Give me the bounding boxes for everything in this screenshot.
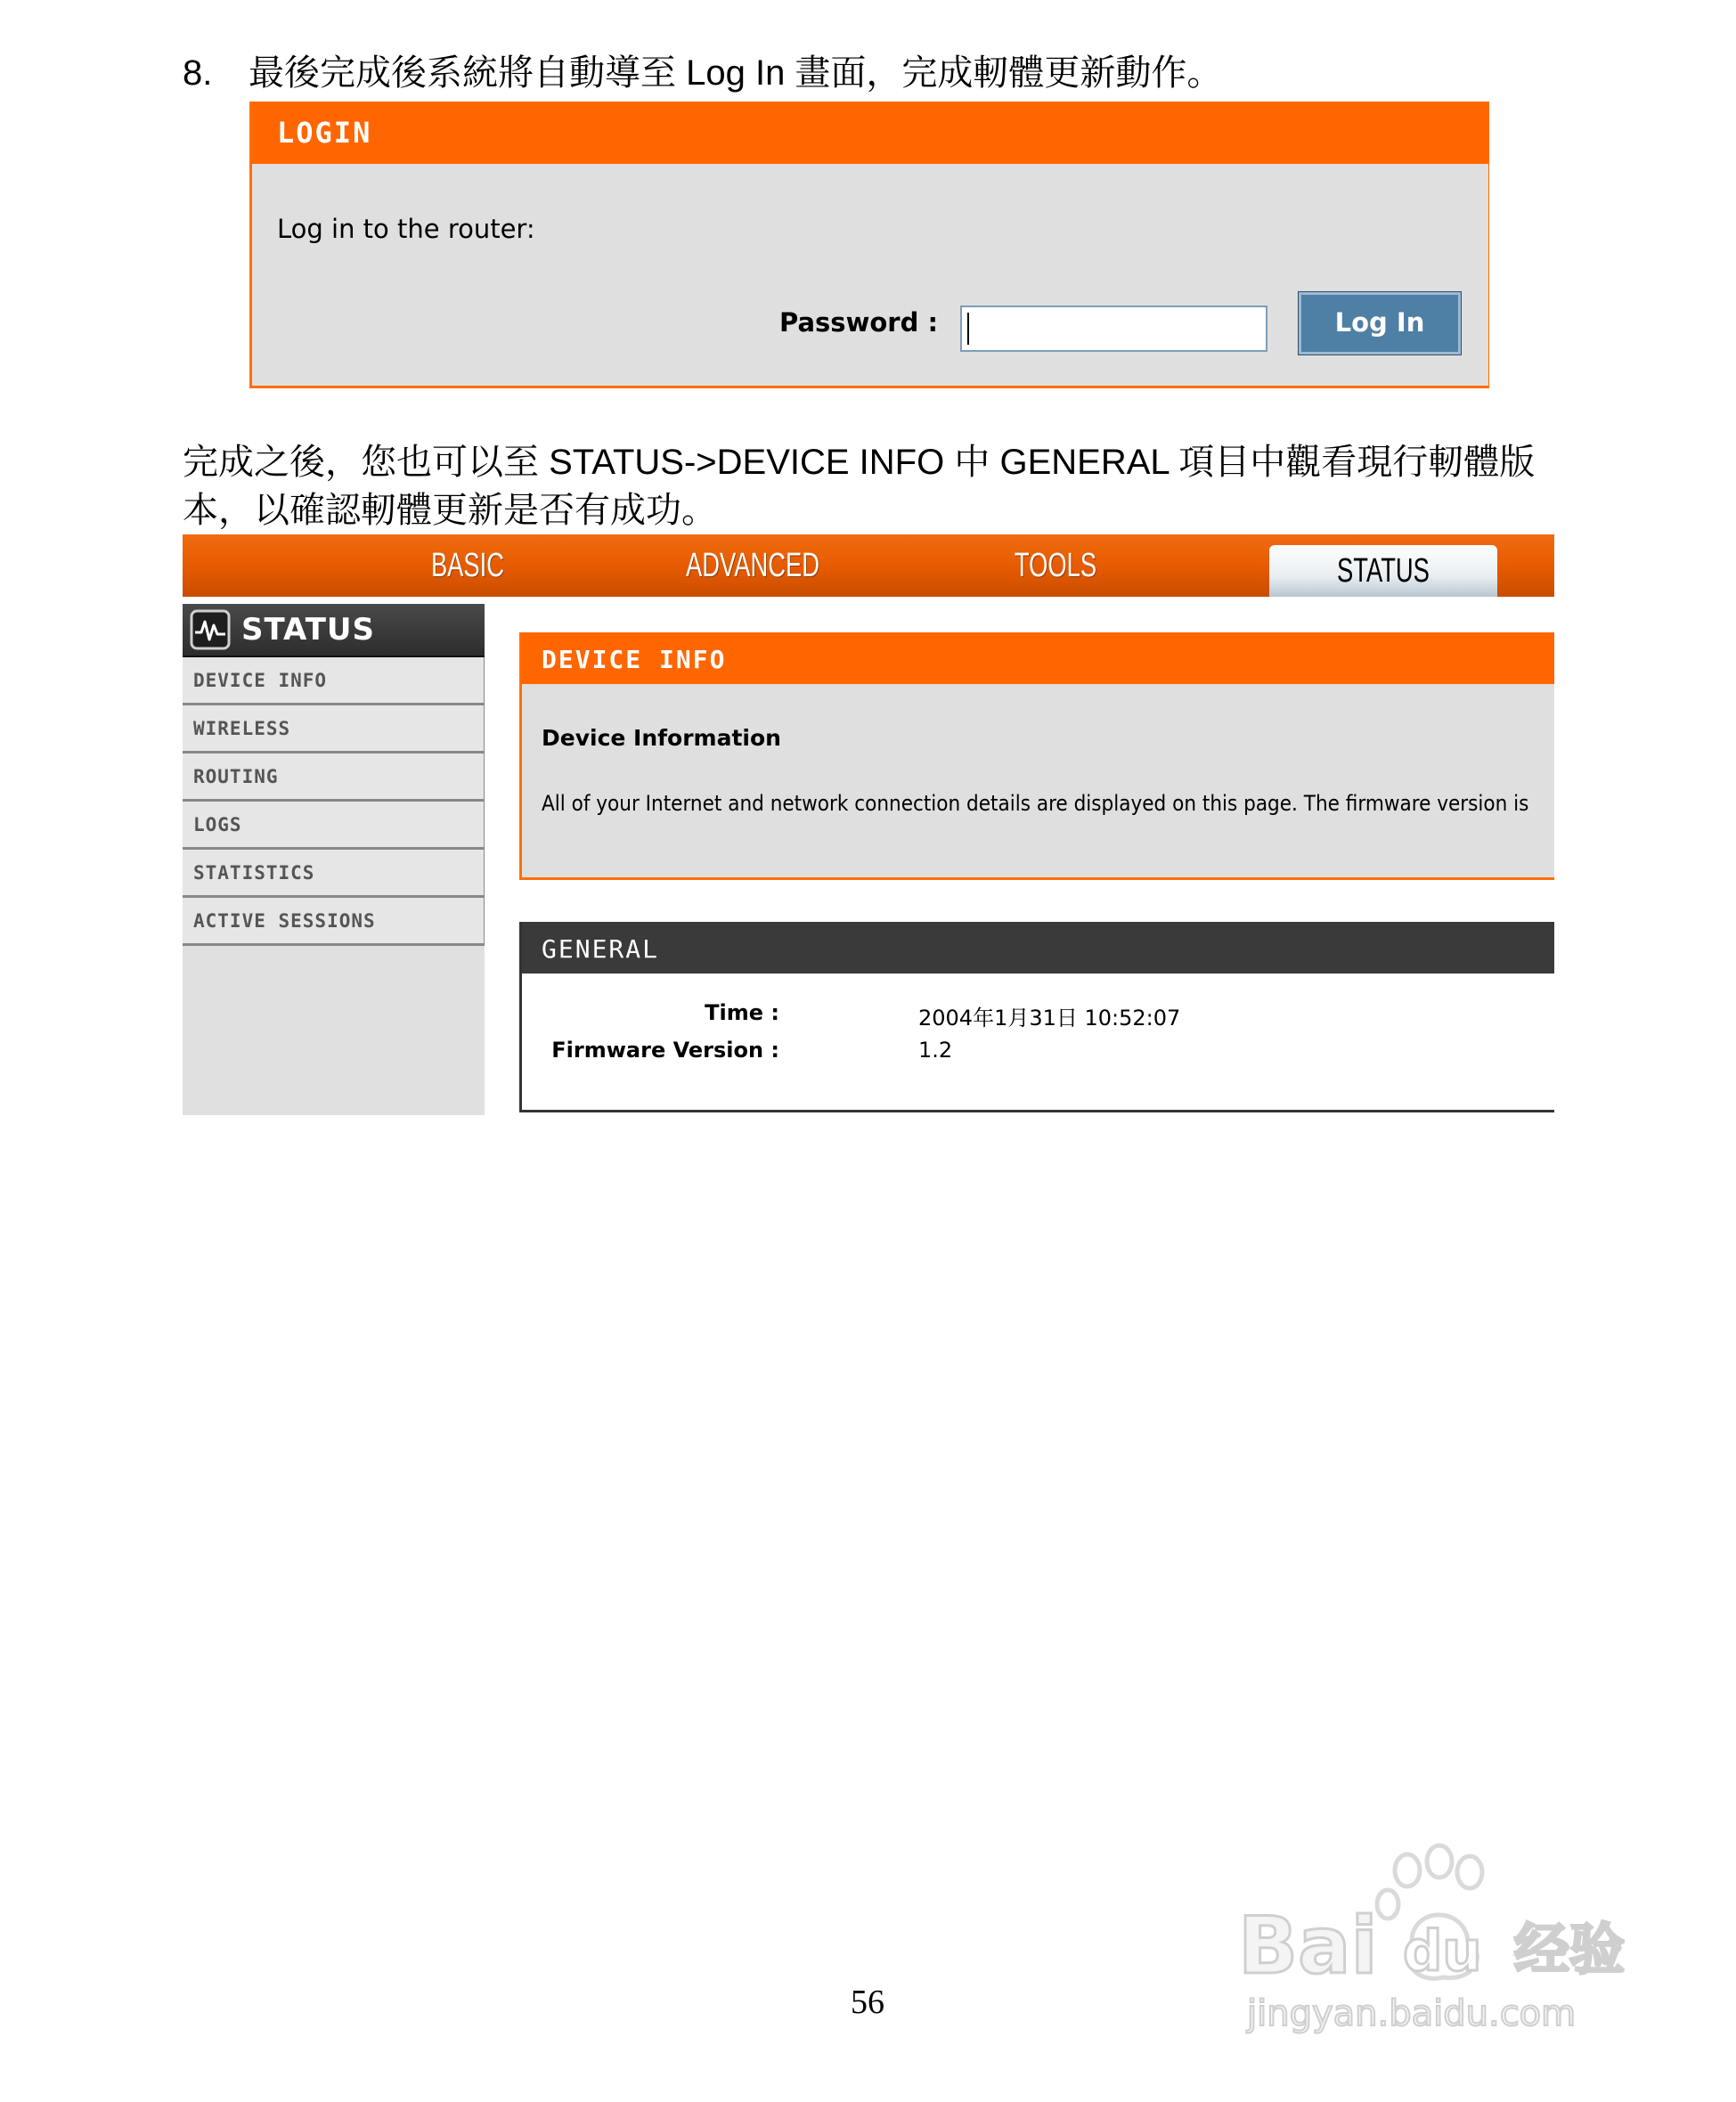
main-content <box>519 632 1554 1112</box>
time-row <box>522 1000 1554 1036</box>
sidebar-item-statistics[interactable]: STATISTICS <box>183 850 485 898</box>
tab-tools[interactable]: TOOLS <box>1014 547 1097 584</box>
login-panel-title: LOGIN <box>252 102 1488 164</box>
sidebar-item-wireless[interactable]: WIRELESS <box>183 705 485 754</box>
sidebar-item-routing[interactable]: ROUTING <box>183 754 485 802</box>
login-button[interactable]: Log In <box>1299 292 1461 354</box>
sidebar <box>183 604 487 1115</box>
password-input[interactable] <box>960 306 1267 352</box>
top-navigation <box>183 534 1554 597</box>
sidebar-item-logs[interactable]: LOGS <box>183 802 485 850</box>
step-text: 最後完成後系統將自動導至 Log In 畫面，完成軔體更新動作。 <box>249 53 1223 93</box>
general-panel <box>519 922 1554 1112</box>
device-info-description: All of your Internet and network connection details are displayed on this page. The firmware version is <box>542 791 1529 816</box>
svg-text:jingyan.baidu.com: jingyan.baidu.com <box>1247 1993 1577 2034</box>
tab-status[interactable] <box>1269 545 1497 597</box>
activity-monitor-icon <box>190 609 231 650</box>
page-number: 56 <box>851 1984 884 2021</box>
time-value: 2004年1月31日 10:52:07 <box>918 1006 1181 1031</box>
step-instruction <box>183 52 1222 94</box>
tab-basic[interactable]: BASIC <box>430 547 505 584</box>
firmware-value: 1.2 <box>918 1038 953 1063</box>
step-number: 8. <box>183 53 213 93</box>
tab-advanced[interactable]: ADVANCED <box>685 547 820 584</box>
tab-status-label: STATUS <box>1337 552 1430 590</box>
sidebar-item-device-info[interactable]: DEVICE INFO <box>183 657 485 705</box>
device-info-panel <box>519 632 1554 880</box>
svg-text:du: du <box>1403 1919 1482 1984</box>
text-caret <box>967 313 969 345</box>
login-prompt: Log in to the router: <box>277 214 535 244</box>
svg-text:Bai: Bai <box>1238 1900 1378 1992</box>
sidebar-title: STATUS <box>241 612 376 648</box>
sidebar-item-active-sessions[interactable]: ACTIVE SESSIONS <box>183 898 485 946</box>
device-info-title: DEVICE INFO <box>522 632 1554 684</box>
instruction-paragraph: 完成之後，您也可以至 STATUS->DEVICE INFO 中 GENERAL 項目中觀看現行軔體版本，以確認軔體更新是否有成功。 <box>183 443 1536 530</box>
general-title: GENERAL <box>522 922 1554 974</box>
router-status-screenshot <box>183 534 1554 1115</box>
time-label: Time : <box>705 1000 779 1025</box>
sidebar-header <box>183 604 485 657</box>
device-info-subtitle: Device Information <box>542 725 781 751</box>
baidu-watermark-logo <box>1229 1835 1648 2040</box>
firmware-row <box>522 1038 1554 1073</box>
login-panel <box>249 102 1489 388</box>
firmware-label: Firmware Version : <box>551 1038 779 1063</box>
svg-text:经验: 经验 <box>1514 1917 1626 1982</box>
password-label: Password : <box>779 307 939 338</box>
